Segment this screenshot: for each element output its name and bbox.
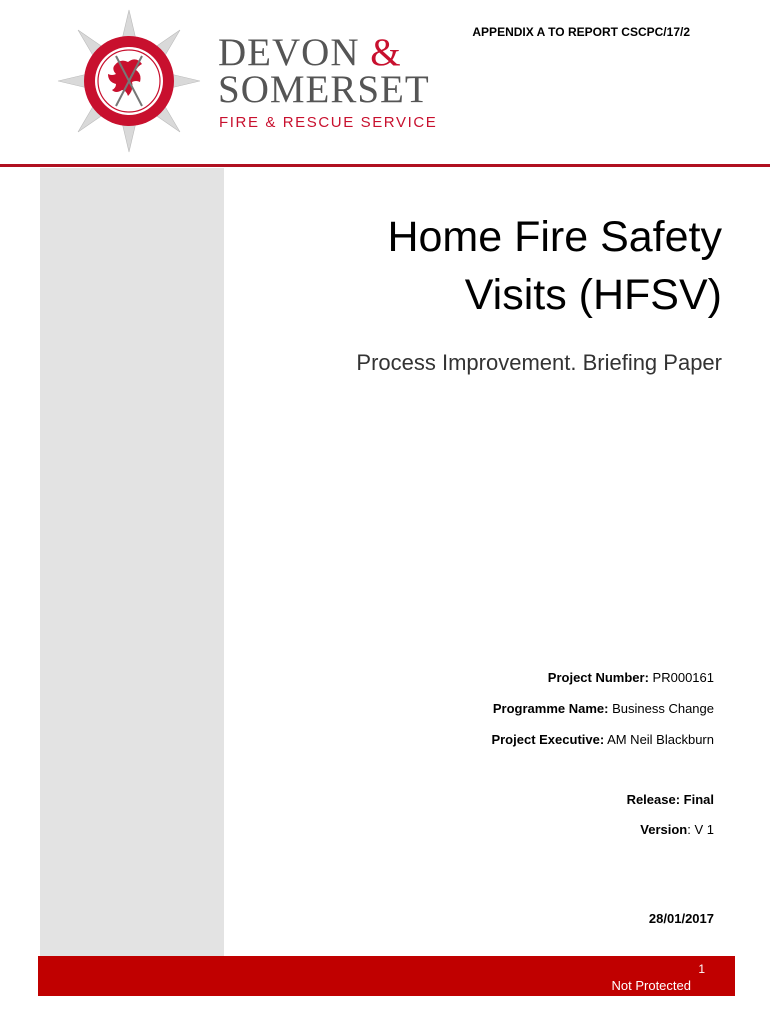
version bbox=[640, 822, 714, 837]
org-name-line1: DEVON bbox=[218, 31, 360, 74]
org-subtitle: FIRE & RESCUE SERVICE bbox=[219, 114, 438, 131]
programme-name-label: Programme Name: bbox=[492, 701, 609, 716]
project-number-label: Project Number: bbox=[547, 670, 649, 685]
release-value: Final bbox=[680, 792, 714, 807]
title-line2: Visits (HFSV) bbox=[464, 271, 722, 319]
release-label: Release: bbox=[626, 792, 681, 807]
appendix-reference: APPENDIX A TO REPORT CSCPC/17/2 bbox=[472, 25, 690, 39]
document-date-value: 28/01/2017 bbox=[648, 911, 714, 926]
programme-name-value: Business Change bbox=[608, 701, 714, 716]
organisation-name bbox=[218, 31, 430, 111]
document-subtitle: Process Improvement. Briefing Paper bbox=[356, 350, 722, 375]
document-title bbox=[282, 208, 722, 324]
project-executive-label: Project Executive: bbox=[491, 732, 605, 747]
org-name-ampersand: & bbox=[370, 31, 402, 74]
project-number-value: PR000161 bbox=[648, 670, 714, 685]
version-label: Version bbox=[640, 822, 688, 837]
org-name-line2: SOMERSET bbox=[218, 68, 430, 111]
programme-name bbox=[493, 701, 714, 716]
page-number: 1 bbox=[698, 962, 705, 976]
project-executive-value: AM Neil Blackburn bbox=[604, 732, 714, 747]
side-band bbox=[40, 168, 224, 956]
document-date bbox=[649, 911, 714, 926]
security-classification: Not Protected bbox=[611, 978, 691, 993]
release bbox=[627, 792, 714, 807]
version-value: : V 1 bbox=[687, 822, 714, 837]
footer-bar bbox=[38, 956, 735, 996]
project-executive bbox=[491, 732, 714, 747]
fire-service-crest-icon bbox=[54, 8, 204, 154]
title-line1: Home Fire Safety bbox=[387, 213, 722, 261]
project-number bbox=[548, 670, 714, 685]
page-header bbox=[0, 0, 770, 168]
header-divider bbox=[0, 164, 770, 167]
